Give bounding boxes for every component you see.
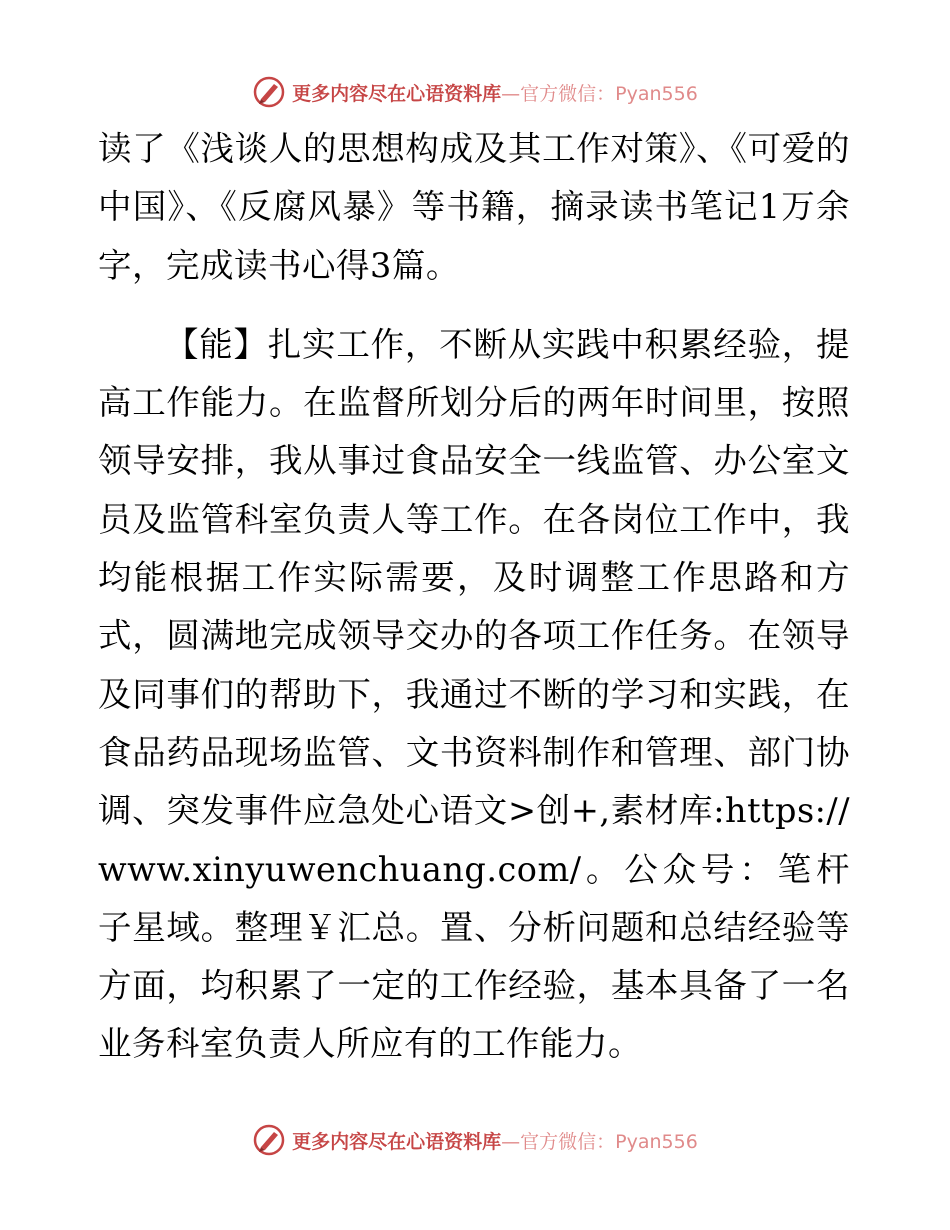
paragraph-ability: 【能】扎实工作，不断从实践中积累经验，提高工作能力。在监督所划分后的两年时间里，按照领导安排，我从事过食品安全一线监管、办公室文员及监管科室负责人等工作。在各岗位工作中，我均能根据工作实际需要，及时调整工作思路和方式，圆满地完成领导交办的各项工作任务。在领导及同事们的帮助下，我通过不断的学习和实践，在食品药品现场监管、文书资料制作和管理、部门协调、突发事件应急处心语文>创+,素材库:https://www.xinyuwenchuang.com/。公众号：笔杆子星域。整理￥汇总。置、分析问题和总结经验等方面，均积累了一定的工作经验，基本具备了一名业务科室负责人所应有的工作能力。	[98, 324, 850, 1064]
header-watermark-text: 更多内容尽在心语资料库—官方微信：Pyan556	[292, 82, 698, 105]
pen-logo-icon	[252, 75, 286, 109]
document-body	[98, 120, 850, 1074]
paragraph-reading: 读了《浅谈人的思想构成及其工作对策》、《可爱的中国》、《反腐风暴》等书籍，摘录读书笔记1万余字，完成读书心得3篇。	[98, 129, 850, 285]
footer-watermark-text: 更多内容尽在心语资料库—官方微信：Pyan556	[292, 1130, 698, 1153]
footer-watermark-banner	[0, 1120, 950, 1160]
pen-logo-icon	[252, 1123, 286, 1157]
header-watermark-banner	[0, 72, 950, 112]
